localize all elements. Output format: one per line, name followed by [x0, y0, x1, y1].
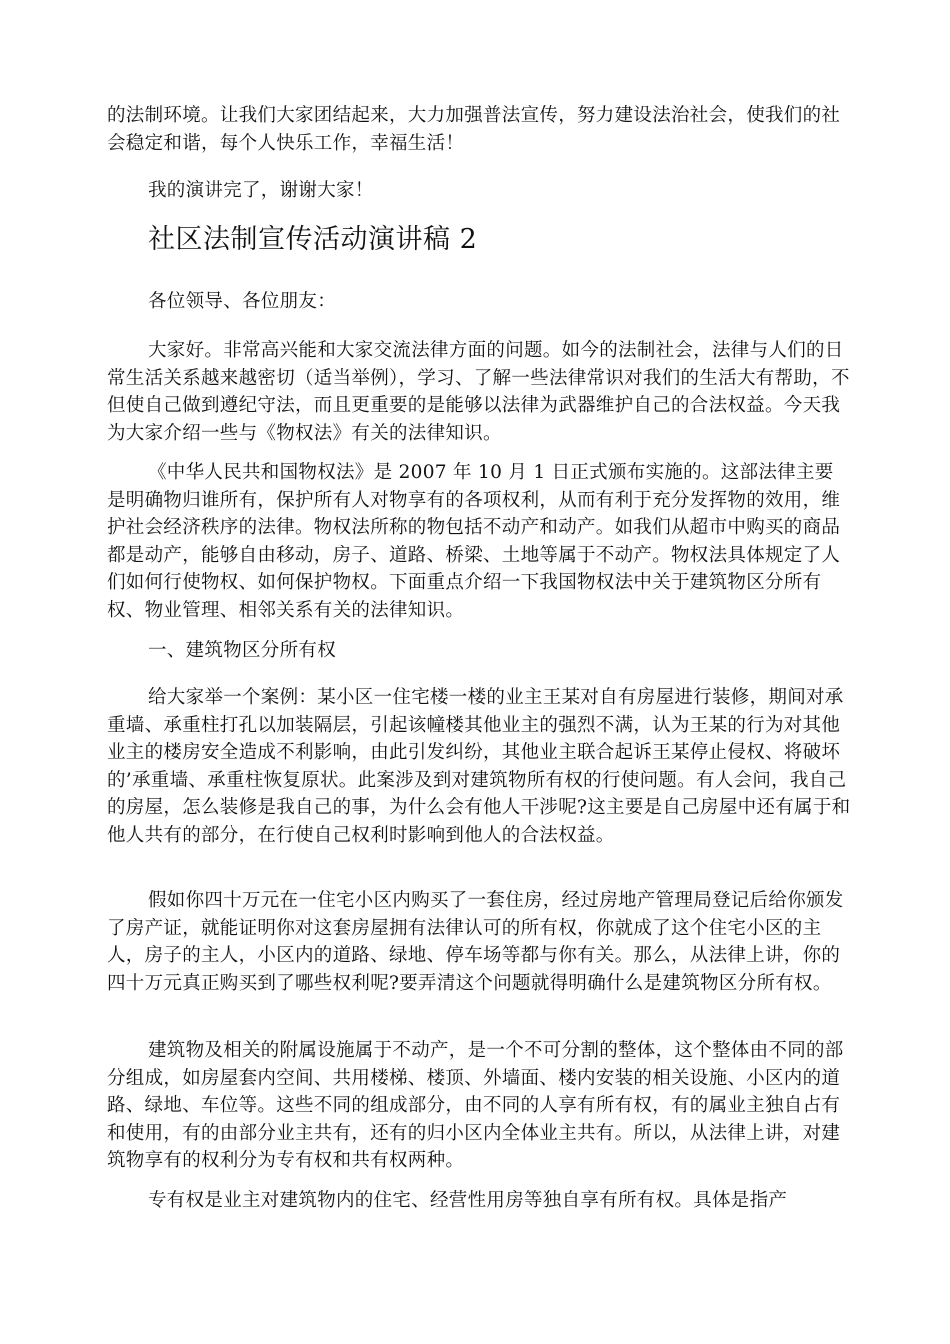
closing-line: 我的演讲完了，谢谢大家！	[148, 180, 374, 201]
intro-paragraph: 的法制环境。让我们大家团结起来，大力加强普法宣传，努力建设法治社会，使我们的社会稳定和谐，每个人快乐工作，幸福生活！	[107, 105, 841, 154]
greeting: 各位领导、各位朋友：	[148, 291, 337, 312]
body-paragraph: 建筑物及相关的附属设施属于不动产，是一个不可分割的整体，这个整体由不同的部分组成，如房屋套内空间、共用楼梯、楼顶、外墙面、楼内安装的相关设施、小区内的道路、绿地、车位等。这些不同的组成部分，由不同的人享有所有权，有的属业主独自占有和使用，有的由部分业主共有，还有的归小区内全体业主共有。所以，从法律上讲，对建筑物享有的权利分为专有权和共有权两种。	[107, 1040, 844, 1171]
body-paragraph: 给大家举一个案例：某小区一住宅楼一楼的业主王某对自有房屋进行装修，期间对承重墙、承重柱打孔以加装隔层，引起该幢楼其他业主的强烈不满，认为王某的行为对其他业主的楼房安全造成不利影响，由此引发纠纷，其他业主联合起诉王某停止侵权、将破坏的’承重墙、承重柱恢复原状。此案涉及到对建筑物所有权的行使问题。有人会问，我自己的房屋，怎么装修是我自己的事，为什么会有他人干涉呢?这主要是自己房屋中还有属于和他人共有的部分，在行使自己权利时影响到他人的合法权益。	[107, 687, 851, 846]
section-title: 社区法制宣传活动演讲稿 2	[148, 224, 478, 255]
body-paragraph: 大家好。非常高兴能和大家交流法律方面的问题。如今的法制社会，法律与人们的日常生活关系越来越密切（适当举例），学习、了解一些法律常识对我们的生活大有帮助，不但使自己做到遵纪守法，而且更重要的是能够以法律为武器维护自己的合法权益。今天我为大家介绍一些与《物权法》有关的法律知识。	[107, 340, 850, 444]
section-heading: 一、建筑物区分所有权	[148, 640, 337, 661]
body-paragraph: 假如你四十万元在一住宅小区内购买了一套住房，经过房地产管理局登记后给你颁发了房产证，就能证明你对这套房屋拥有法律认可的所有权，你就成了这个住宅小区的主人，房子的主人，小区内的道路、绿地、停车场等都与你有关。那么，从法律上讲，你的四十万元真正购买到了哪些权利呢?要弄清这个问题就得明确什么是建筑物区分所有权。	[107, 890, 844, 994]
body-paragraph: 《中华人民共和国物权法》是 2007 年 10 月 1 日正式颁布实施的。这部法律主要是明确物归谁所有，保护所有人对物享有的各项权利，从而有利于充分发挥物的效用，维护社会经济秩序的法律。物权法所称的物包括不动产和动产。如我们从超市中购买的商品都是动产，能够自由移动，房子、道路、桥梁、土地等属于不动产。物权法具体规定了人们如何行使物权、如何保护物权。下面重点介绍一下我国物权法中关于建筑物区分所有权、物业管理、相邻关系有关的法律知识。	[107, 462, 841, 621]
body-paragraph: 专有权是业主对建筑物内的住宅、经营性用房等独自享有所有权。具体是指产	[148, 1190, 788, 1211]
